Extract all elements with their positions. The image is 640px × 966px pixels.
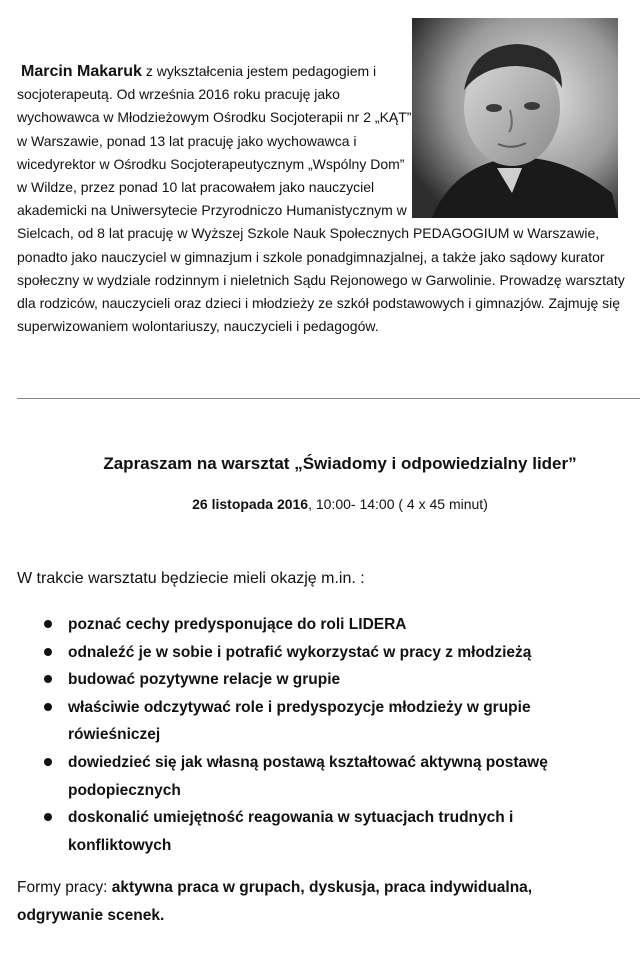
bullet-icon	[44, 758, 52, 766]
work-forms-value: aktywna praca w grupach, dyskusja, praca indywidualna, odgrywanie scenek.	[17, 879, 533, 924]
workshop-date-time: , 10:00- 14:00 ( 4 x 45 minut)	[308, 496, 488, 512]
list-item: odnaleźć je w sobie i potrafić wykorzystać w pracy z młodzieżą	[17, 639, 617, 667]
workshop-title: Zapraszam na warsztat „Świadomy i odpowiedzialny lider”	[103, 454, 577, 473]
bullet-icon	[44, 620, 52, 628]
section-divider	[17, 398, 640, 399]
bullet-icon	[44, 813, 52, 821]
bullet-icon	[44, 648, 52, 656]
list-item: właściwie odczytywać role i predyspozycje młodzieży w grupie rówieśniczej	[17, 694, 617, 749]
work-forms-label: Formy pracy:	[17, 879, 112, 896]
bullet-icon	[44, 675, 52, 683]
list-item: budować pozytywne relacje w grupie	[17, 666, 617, 694]
bullet-icon	[44, 703, 52, 711]
workshop-date-day: 26 listopada 2016	[192, 496, 309, 512]
author-name: Marcin Makaruk	[21, 63, 142, 80]
work-forms	[17, 874, 617, 929]
bio-text: z wykształcenia jestem pedagogiem i socjoterapeutą. Od września 2016 roku pracuję jako wychowawca w Młodzieżowym Ośrodku Socjoterapii nr 2 „KĄT” w Warszawie, ponad 13 lat pracuję jako wychowawca i wicedyrektor w Ośrodku Socjoterapeutycznym „Wspólny Dom” w Wildze, przez ponad 10 lat pracowałem jako nauczyciel akademicki na Uniwersytecie Przyrodniczo Humanistycznym w Sielcach, od 8 lat pracuję w Wyższej Szkole Nauk Społecznych PEDAGOGIUM w Warszawie, ponadto jako nauczyciel w gimnazjum i szkole ponadgimnazjalnej, a także jako sądowy kurator społeczny w wydziale rodzinnym i nieletnich Sądu Rejonowego w Garwolinie. Prowadzę warsztaty dla rodziców, nauczycieli oraz dzieci i młodzieży ze szkół podstawowych i gimnazjów. Zajmuję się superwizowaniem wolontariuszy, nauczycieli i pedagogów.	[17, 63, 625, 335]
photo-spacer	[415, 60, 627, 218]
bio-paragraph	[17, 60, 627, 338]
list-item: poznać cechy predysponujące do roli LIDERA	[17, 611, 617, 639]
workshop-goals-list	[17, 611, 617, 859]
workshop-intro: W trakcie warsztatu będziecie mieli okazję m.in. :	[17, 570, 365, 587]
workshop-date	[0, 496, 640, 512]
list-item: doskonalić umiejętność reagowania w sytuacjach trudnych i konfliktowych	[17, 804, 617, 859]
list-item: dowiedzieć się jak własną postawą kształtować aktywną postawę podopiecznych	[17, 749, 617, 804]
